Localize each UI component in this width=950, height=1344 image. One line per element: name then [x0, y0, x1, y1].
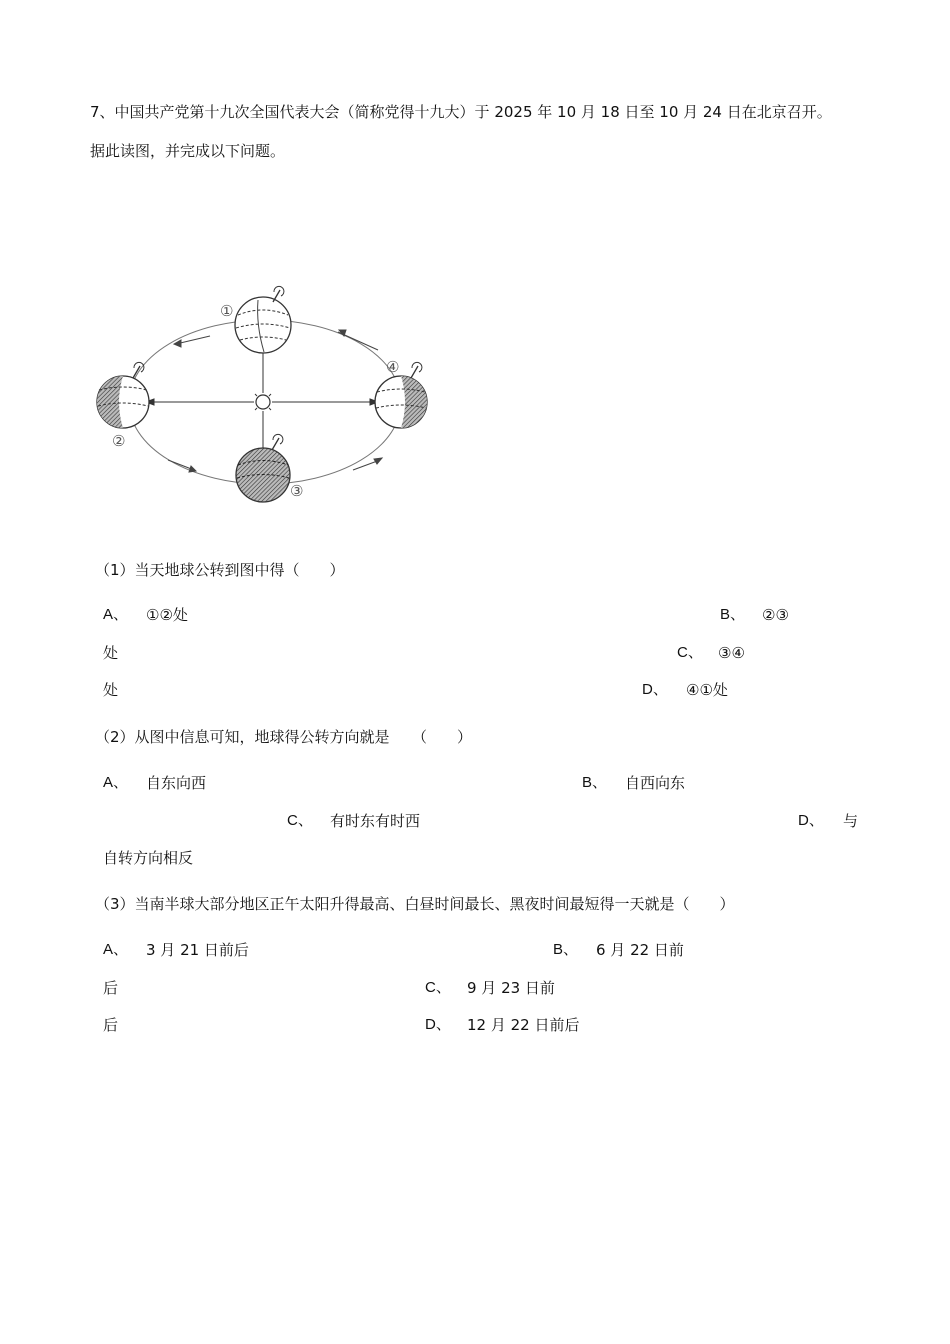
q1-option-b-letter[interactable]: B、 — [720, 606, 746, 623]
q2-option-a-text[interactable]: 自东向西 — [146, 774, 207, 792]
sun-icon — [251, 390, 275, 414]
q3-stem: （3）当南半球大部分地区正午太阳升得最高、白昼时间最长、黑夜时间最短得一天就是（ ） — [95, 895, 735, 913]
q1-option-c-wrap[interactable]: 处 — [103, 681, 119, 699]
label-pos-3: ③ — [290, 482, 304, 500]
label-pos-4: ④ — [386, 358, 400, 376]
label-pos-2: ② — [112, 432, 126, 450]
earth-position-2 — [97, 362, 149, 428]
q1-option-c-text[interactable]: ③④ — [718, 644, 745, 662]
question-intro-line2: 据此读图，并完成以下问题。 — [90, 142, 286, 160]
q2-option-d-letter[interactable]: D、 — [798, 812, 824, 829]
q1-stem: （1）当天地球公转到图中得（ ） — [95, 561, 345, 579]
q3-option-b-wrap[interactable]: 后 — [103, 979, 119, 997]
q3-option-c-text[interactable]: 9 月 23 日前 — [467, 979, 555, 997]
q2-option-b-text[interactable]: 自西向东 — [625, 774, 686, 792]
q1-option-a-text[interactable]: ①②处 — [146, 606, 188, 624]
q2-option-c-letter[interactable]: C、 — [287, 812, 313, 829]
q1-option-b-wrap[interactable]: 处 — [103, 644, 119, 662]
q1-option-c-letter[interactable]: C、 — [677, 644, 703, 661]
earth-position-1 — [235, 286, 291, 353]
q1-option-d-letter[interactable]: D、 — [642, 681, 668, 698]
q2-option-d-wrap[interactable]: 自转方向相反 — [103, 849, 194, 867]
q2-option-b-letter[interactable]: B、 — [582, 774, 608, 791]
q1-option-a-letter[interactable]: A、 — [103, 606, 129, 623]
q1-option-d-text[interactable]: ④①处 — [686, 681, 728, 699]
q3-option-a-text[interactable]: 3 月 21 日前后 — [146, 941, 249, 959]
earth-position-4 — [375, 362, 427, 428]
q2-option-d-text[interactable]: 与 — [843, 812, 859, 830]
q1-option-b-text[interactable]: ②③ — [762, 606, 789, 624]
q3-option-b-letter[interactable]: B、 — [553, 941, 579, 958]
q2-option-c-text[interactable]: 有时东有时西 — [330, 812, 421, 830]
q3-option-d-letter[interactable]: D、 — [425, 1016, 451, 1033]
question-intro-line1: 7、中国共产党第十九次全国代表大会（简称党得十九大）于 2025 年 10 月 18 日至 10 月 24 日在北京召开。 — [90, 103, 832, 121]
q3-option-d-text[interactable]: 12 月 22 日前后 — [467, 1016, 580, 1034]
q3-option-c-wrap[interactable]: 后 — [103, 1016, 119, 1034]
q3-option-c-letter[interactable]: C、 — [425, 979, 451, 996]
q3-option-b-text[interactable]: 6 月 22 日前 — [596, 941, 684, 959]
earth-orbit-diagram — [88, 280, 448, 510]
q2-option-a-letter[interactable]: A、 — [103, 774, 129, 791]
q3-option-a-letter[interactable]: A、 — [103, 941, 129, 958]
label-pos-1: ① — [220, 302, 234, 320]
q2-stem: （2）从图中信息可知，地球得公转方向就是 （ ） — [95, 728, 473, 746]
